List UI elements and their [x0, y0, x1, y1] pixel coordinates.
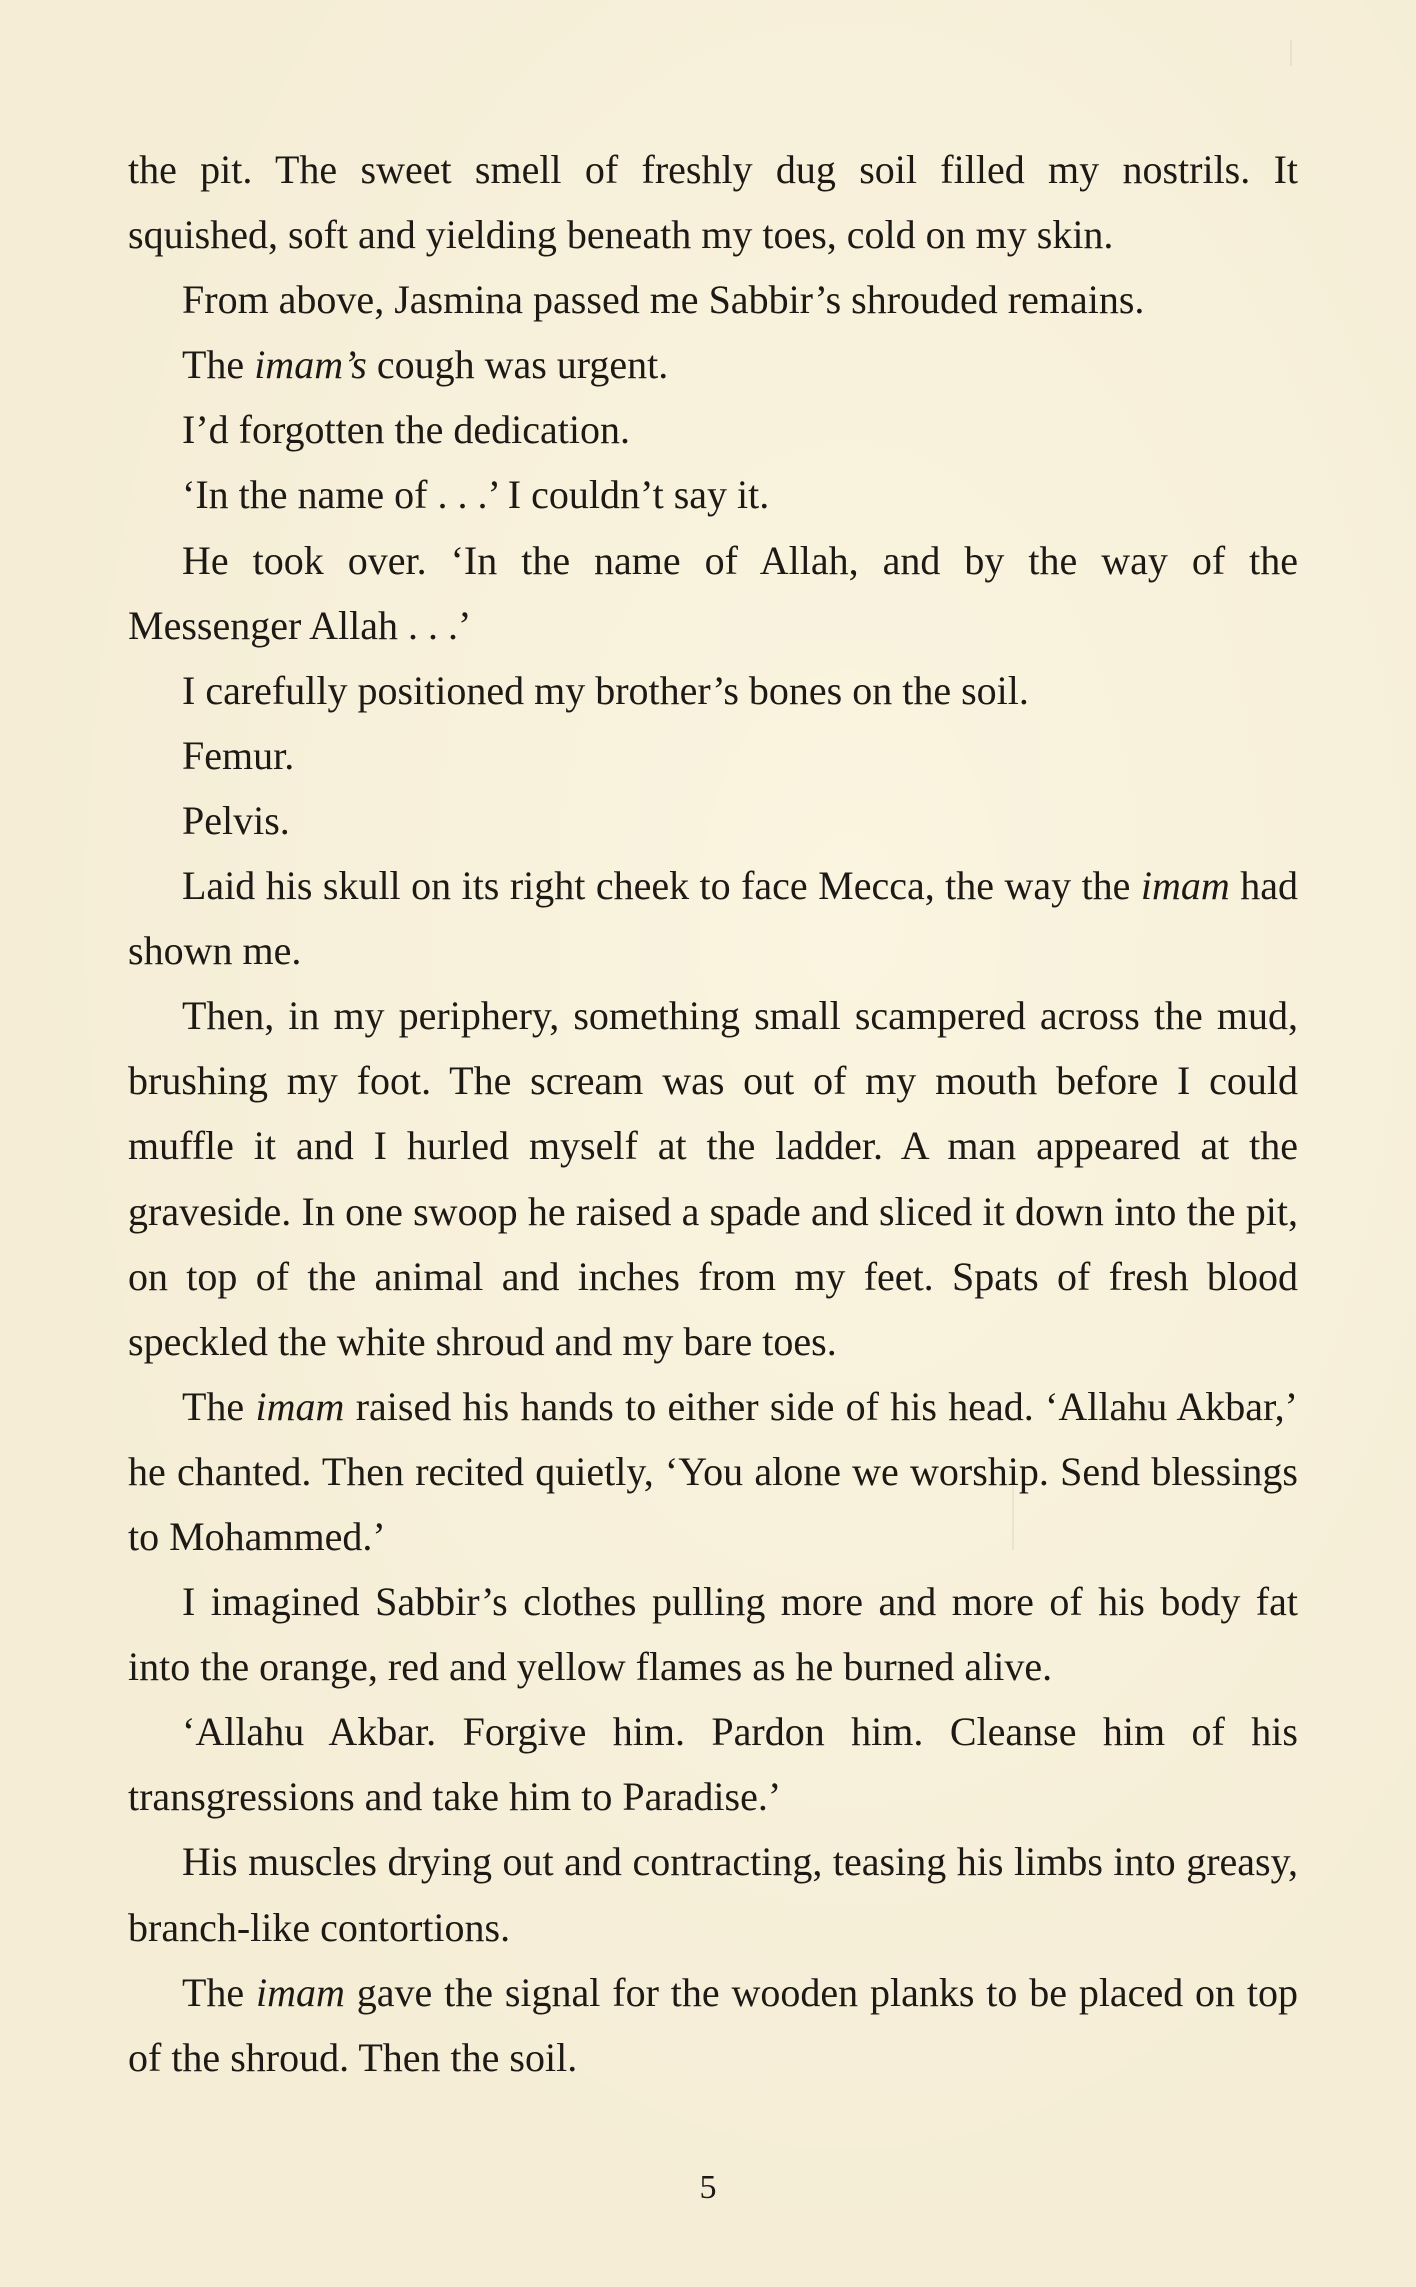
paragraph	[128, 723, 1298, 788]
body-text	[128, 137, 1298, 2090]
italic-text: imam	[255, 1383, 345, 1429]
text-segment: I imagined Sabbir’s clothes pulling more and more of his body fat into the orange, red and yellow flames as he burned alive.	[128, 1579, 1298, 1690]
text-segment: Laid his skull on its right cheek to face Mecca, the way the	[182, 863, 1141, 909]
text-segment: His muscles drying out and contracting, teasing his limbs into greasy, branch-like contortions.	[128, 1839, 1298, 1950]
text-segment: ‘In the name of . . .’ I couldn’t say it.	[182, 472, 770, 518]
text-segment: had shown me.	[128, 863, 1298, 974]
paragraph	[128, 397, 1298, 462]
text-segment: Femur.	[182, 732, 295, 778]
italic-text: imam’s	[254, 342, 367, 388]
paragraph	[128, 1569, 1298, 1699]
text-segment: The	[182, 342, 255, 388]
paragraph	[128, 332, 1298, 397]
text-segment: The	[182, 1969, 257, 2015]
text-segment: From above, Jasmina passed me Sabbir’s shrouded remains.	[182, 277, 1145, 323]
italic-text: imam	[1140, 863, 1230, 909]
paragraph	[128, 462, 1298, 527]
paragraph	[128, 1699, 1298, 1829]
text-segment: ‘Allahu Akbar. Forgive him. Pardon him. Cleanse him of his transgressions and take him to Paradise.’	[128, 1709, 1298, 1820]
paragraph	[128, 983, 1298, 1374]
paragraph	[128, 853, 1298, 983]
paragraph	[128, 137, 1298, 267]
paragraph	[128, 658, 1298, 723]
text-segment: Pelvis.	[182, 797, 290, 843]
text-segment: He took over. ‘In the name of Allah, and by the way of the Messenger Allah . . .’	[128, 537, 1298, 648]
page-number: 5	[699, 2169, 717, 2206]
text-segment: raised his hands to either side of his head. ‘Allahu Akbar,’ he chanted. Then recited quietly, ‘You alone we worship. Send blessings to Mohammed.’	[128, 1383, 1299, 1559]
text-segment: Then, in my periphery, something small scampered across the mud, brushing my foot. The scream was out of my mouth before I could muffle it and I hurled myself at the ladder. A man appeared at the graveside. In one swoop he raised a spade and sliced it down into the pit, on top of the animal and inches from my feet. Spats of fresh blood speckled the white shroud and my bare toes.	[128, 993, 1298, 1364]
text-segment: cough was urgent.	[366, 342, 669, 388]
paragraph	[128, 788, 1298, 853]
paragraph	[128, 528, 1298, 658]
paragraph	[128, 1829, 1298, 1959]
text-segment: gave the signal for the wooden planks to be placed on top of the shroud. Then the soil.	[128, 1969, 1299, 2080]
text-segment: the pit. The sweet smell of freshly dug soil filled my nostrils. It squished, soft and yielding beneath my toes, cold on my skin.	[128, 147, 1298, 258]
italic-text: imam	[256, 1969, 345, 2015]
paragraph	[128, 267, 1298, 332]
show-through-mark	[1290, 40, 1292, 66]
text-segment: I carefully positioned my brother’s bones on the soil.	[182, 667, 1029, 713]
text-segment: I’d forgotten the dedication.	[182, 407, 631, 453]
paragraph	[128, 1374, 1298, 1569]
text-segment: The	[182, 1383, 256, 1429]
paragraph	[128, 1960, 1298, 2090]
